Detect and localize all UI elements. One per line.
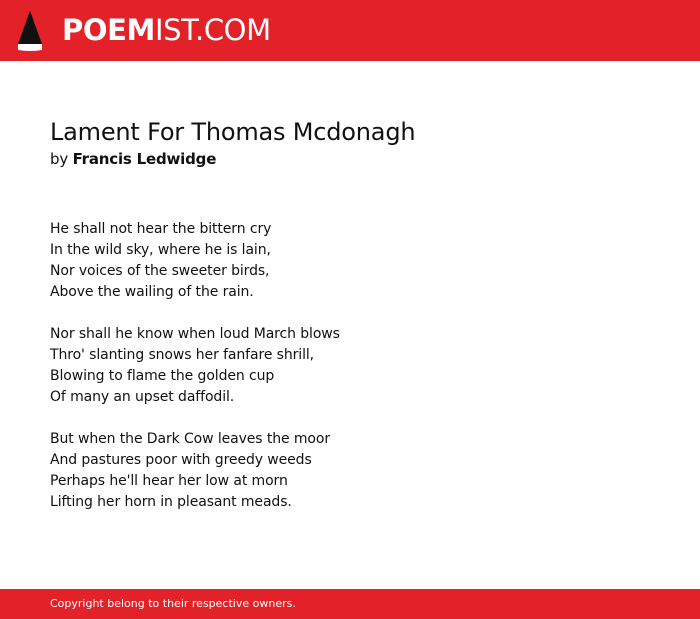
author-name: Francis Ledwidge xyxy=(72,150,217,168)
poem-line: Lifting her horn in pleasant meads. xyxy=(50,494,292,510)
poem-line: Of many an upset daffodil. xyxy=(50,389,235,405)
by-label: by xyxy=(50,150,68,168)
site-logo-link[interactable] xyxy=(62,13,271,47)
stanza-3 xyxy=(50,429,670,513)
copyright-text: Copyright belong to their respective owners. xyxy=(50,597,296,610)
poem-line: Nor voices of the sweeter birds, xyxy=(50,263,270,279)
site-header xyxy=(0,0,700,61)
poem-line: Nor shall he know when loud March blows xyxy=(50,326,340,342)
poem-byline xyxy=(50,149,670,169)
pencil-tip-icon xyxy=(17,10,43,52)
poem-content xyxy=(50,117,670,534)
poem-line: He shall not hear the bittern cry xyxy=(50,221,272,237)
stanza-1 xyxy=(50,219,670,303)
poem-line: Thro' slanting snows her fanfare shrill, xyxy=(50,347,315,363)
poem-line: Above the wailing of the rain. xyxy=(50,284,254,300)
brand-name-light: IST.COM xyxy=(154,13,271,47)
poem-line: But when the Dark Cow leaves the moor xyxy=(50,431,330,447)
poem-line: Perhaps he'll hear her low at morn xyxy=(50,473,288,489)
poem-line: And pastures poor with greedy weeds xyxy=(50,452,312,468)
site-footer xyxy=(0,589,700,619)
poem-title: Lament For Thomas Mcdonagh xyxy=(50,118,416,146)
poem-line: Blowing to flame the golden cup xyxy=(50,368,275,384)
brand-name-bold: POEM xyxy=(62,13,155,47)
stanza-2 xyxy=(50,324,670,408)
poem-line: In the wild sky, where he is lain, xyxy=(50,242,271,258)
poem-body xyxy=(50,219,670,513)
